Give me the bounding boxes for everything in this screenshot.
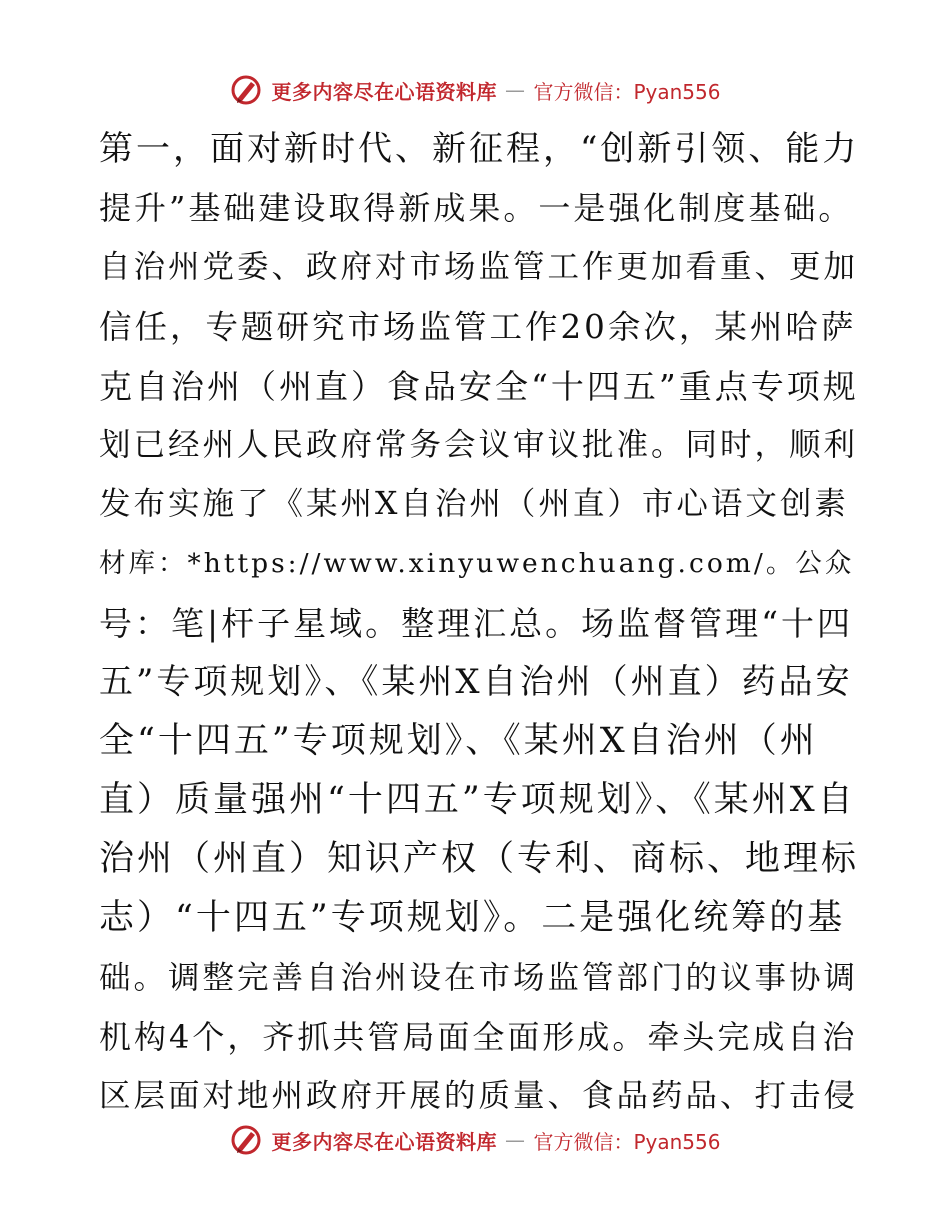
text-line: 机构4个，齐抓共管局面全面形成。牵头完成自治 [99, 1017, 858, 1056]
watermark-contact: 官方微信：Pyan556 [533, 79, 721, 104]
text-line: 全“十四五”专项规划》、《某州X自治州（州 [99, 720, 818, 761]
text-line: 础。调整完善自治州设在市场监管部门的议事协调 [99, 959, 859, 996]
text-line: 信任，专题研究市场监管工作20余次，某州哈萨 [99, 307, 857, 346]
watermark-text: 更多内容尽在心语资料库 [271, 1129, 497, 1154]
text-line: 治州（州直）知识产权（专利、商标、地理标 [99, 839, 860, 880]
text-line: 五”专项规划》、《某州X自治州（州直）药品安 [99, 661, 853, 702]
text-line: 区层面对地州政府开展的质量、食品药品、打击侵 [99, 1078, 859, 1114]
text-line: 直）质量强州“十四五”专项规划》、《某州X自 [99, 780, 856, 821]
pen-circle-icon [229, 1123, 263, 1157]
document-body [99, 120, 859, 1126]
footer-watermark [0, 1120, 950, 1160]
text-line: 第一，面对新时代、新征程，“创新引领、能力 [99, 129, 860, 169]
text-line: 克自治州（州直）食品安全“十四五”重点专项规 [99, 366, 859, 406]
text-line: 发布实施了《某州X自治州（州直）市心语文创素 [99, 486, 849, 523]
text-line: 提升”基础建设取得新成果。一是强化制度基础。 [99, 189, 854, 228]
text-line: 志）“十四五”专项规划》。二是强化统筹的基 [99, 898, 846, 939]
watermark-contact: 官方微信：Pyan556 [533, 1129, 721, 1154]
text-line: 号：笔|杆子星域。整理汇总。场监督管理“十四 [99, 603, 853, 643]
text-line: 划已经州人民政府常务会议审议批准。同时，顺利 [99, 426, 859, 463]
watermark-separator: — [504, 1128, 526, 1152]
text-line: 自治州党委、政府对市场监管工作更加看重、更加 [99, 249, 859, 286]
header-watermark [0, 70, 950, 110]
watermark-separator: — [504, 78, 526, 102]
watermark-text: 更多内容尽在心语资料库 [271, 79, 497, 104]
text-line: 材库：*https://www.xinyuwenchuang.com/。公众 [99, 548, 855, 580]
pen-circle-icon [229, 73, 263, 107]
